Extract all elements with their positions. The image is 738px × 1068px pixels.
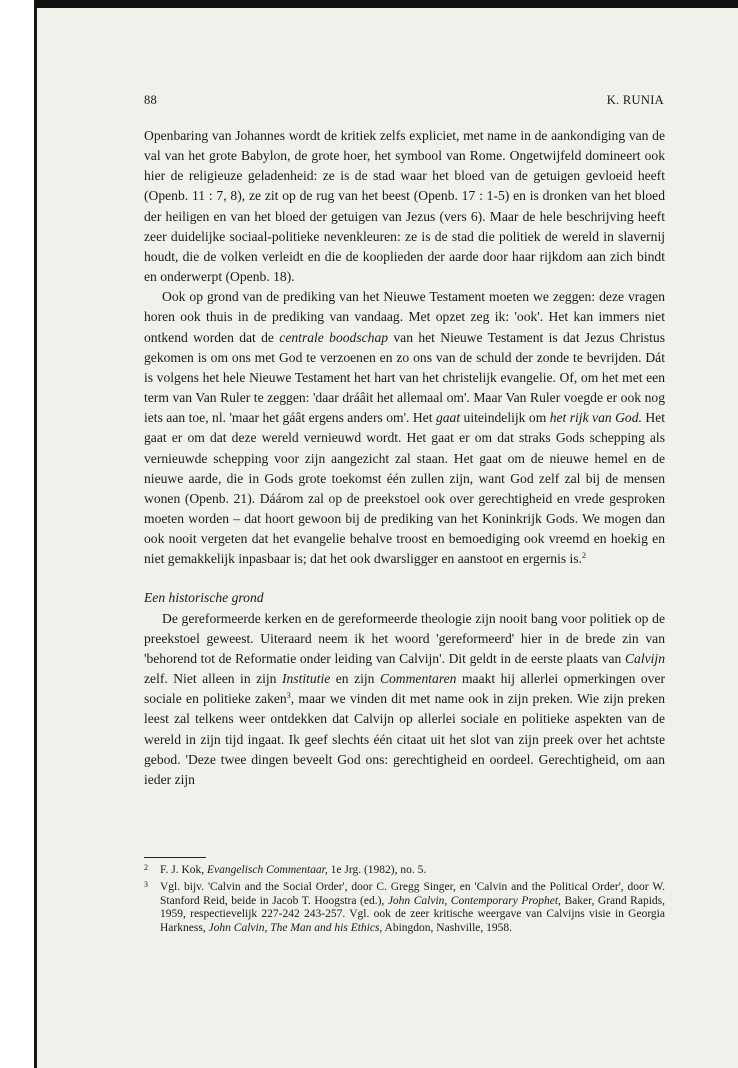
text-run: 1e Jrg. (1982), no. 5. [327,864,427,876]
paragraph-2 [144,287,665,569]
scan-top-border [0,0,738,8]
page-number: 88 [144,93,158,107]
emphasis: Institutie [281,671,331,687]
text-run: Vgl. bijv. 'Calvin and the Social Order', door C. Gregg Singer, en 'Calvin and the Political Order', door W. Stanford Reid, beide in Jacob T. Hoogstra (ed.), [160,880,665,907]
text-run: Baker, Grand Rapids, 1959, respectievelijk 227-242 243-257. Vgl. ook de zeer kritische weergave van Calvijns visie in Georgia Harkness, [160,894,665,935]
scan-left-margin [0,0,36,1068]
emphasis: Commentaren [379,671,457,687]
text-run: Het gaat er om dat deze wereld vernieuwd wordt. Het gaat er om dat straks Gods schepping als vernieuwde schepping voor zijn aangezicht zal staan. Het gaat om de nieuwe hemel en de nieuwe aarde, die in Gods grote toekomst één zullen zijn, want God zelf zal bij de mensen wonen (Openb. 21). Dáárom zal op de preekstoel ook over gerechtigheid en vrede gesproken moeten worden – dat hoort gewoon bij de prediking van het Koninkrijk Gods. We mogen dan ook nooit vergeten dat het evangelie behalve troost en bemoediging ook vreemd en hoekig en niet gemakkelijk inpasbaar is; dat het ook dwarsligger en aanstoot en ergernis is. [144,410,665,567]
section-heading: Een historische grond [144,590,264,606]
emphasis: centrale boodschap [279,329,389,345]
paragraph-1: Openbaring van Johannes wordt de kritiek zelfs expliciet, met name in de aankondiging van de val van het grote Babylon, de grote hoer, het symbool van Rome. Ongetwijfeld domineert ook hier de religieuze geladenheid: ze is de stad waar het bloed van de getuigen gevloeid heeft (Openb. 11 : 7, 8), ze zit op de rug van het beest (Openb. 17 : 1-5) en is dronken van het bloed der heiligen en van het bloed der getuigen van Jezus (vers 6). Maar de hele beschrijving heeft zeer duidelijke sociaal-politieke nevenkleuren: ze is de stad die politiek de wereld in slavernij houdt, die de volken verleidt en die de kooplieden der aarde door haar rijkdom aan zich bindt en onderwerpt (Openb. 18). [144,128,665,285]
text-run: F. J. Kok, [160,864,208,876]
footnotes [144,861,665,936]
text-run: , maar we vinden dit met name ook in zijn preken. Wie zijn preken leest zal telkens weer ontdekken dat Calvijn op allerlei sociale en politieke aspekten van de wereld in zijn tijd ingaat. Ik geef slechts één citaat uit het slot van zijn preek over het achtste gebod. 'Deze twee dingen beveelt God ons: gerechtigheid en oordeel. Gerechtigheid, om aan ieder zijn [144,691,665,787]
text-run: zelf. Niet alleen in zijn [144,671,282,687]
text-run: Ook op grond van de prediking van het Nieuwe Testament moeten we zeggen: deze vragen horen ook thuis in de prediking van vandaag. Met opzet zeg ik: 'ook'. Het kan immers niet ontkend worden dat de [144,289,665,345]
footnote-ref-3: 3 [286,691,291,701]
emphasis: Calvijn [624,650,665,666]
footnote-mark: 2 [144,863,148,872]
body-text [144,126,665,790]
emphasis: gaat [435,410,461,426]
text-run: Abingdon, Nashville, 1958. [382,922,513,935]
footnote-rule [144,857,206,858]
text-run: maakt hij allerlei opmerkingen over sociale en politieke zaken [144,671,666,707]
running-author: K. RUNIA [606,93,664,107]
emphasis: het rijk van God. [549,410,642,426]
emphasis: Evangelisch Commentaar, [207,864,328,876]
emphasis: John Calvin, Contemporary Prophet, [387,894,561,907]
footnote-mark: 3 [144,879,148,889]
footnote-3 [144,878,665,936]
footnote-2 [144,861,665,878]
footnote-ref-2: 2 [582,551,587,561]
text-run: De gereformeerde kerken en de gereformeerde theologie zijn nooit bang voor politiek op de preekstoel geweest. Uiteraard neem ik het woord 'gereformeerd' hier in de brede zin van 'behorend tot de Reformatie onder leiding van Calvijn'. Dit geldt in de eerste plaats van [144,610,665,666]
text-run: en zijn [330,671,380,687]
text-run: van het Nieuwe Testament is dat Jezus Christus gekomen is om ons met God te verzoenen en zo ons van de schuld der zonde te bevrijden. Dát is volgens het hele Nieuwe Testament het hart van het christelijk evangelie. Of, om het met een term van Van Ruler te zeggen: 'daar dráâit het allemaal om'. Maar Van Ruler voegde er ook nog iets aan toe, nl. 'maar het gáât ergens anders om'. Het [144,329,665,426]
paragraph-3 [144,609,665,790]
text-run: uiteindelijk om [460,410,550,426]
emphasis: John Calvin, The Man and his Ethics, [208,922,383,935]
